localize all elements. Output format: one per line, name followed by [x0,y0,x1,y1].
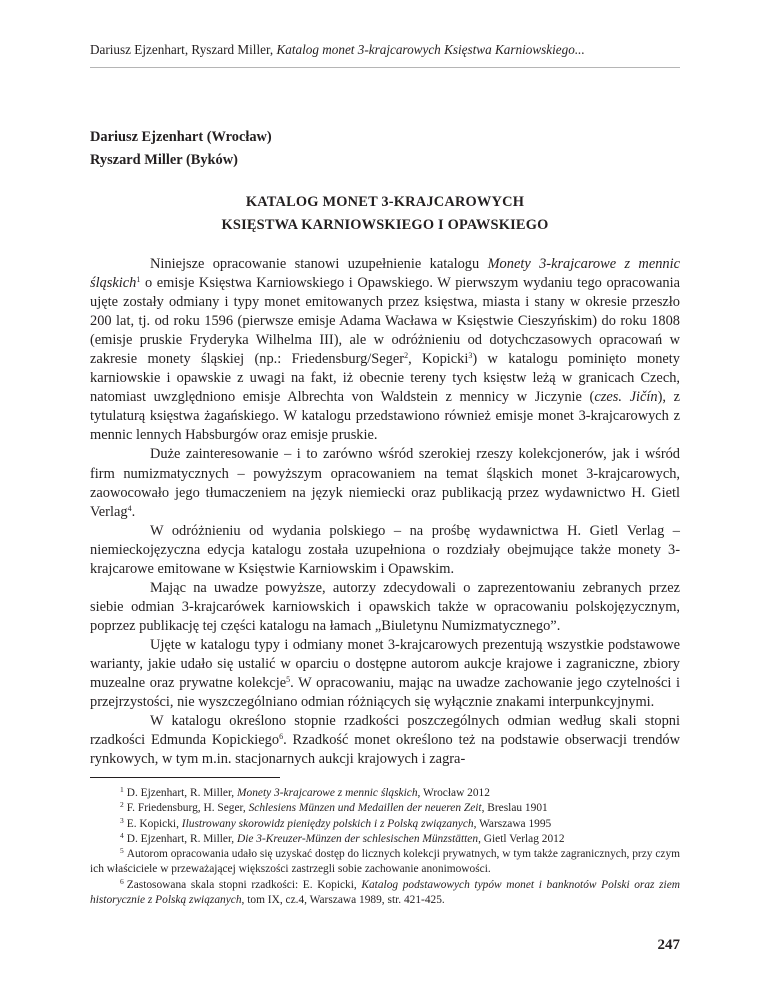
paragraph-4: Mając na uwadze powyższe, autorzy zdecydowali o zaprezentowaniu zebranych przez siebie odmian 3-krajcarówek karniowskich i opawskich także w opracowaniu polskojęzycznym, poprzez publikację tej części katalogu na łamach „Biuletynu Numizmatycznego”. [90,579,680,634]
footnote-ref-1: 1 [136,275,141,285]
running-header-title: Katalog monet 3-krajcarowych Księstwa Karniowskiego... [276,42,585,57]
footnote-ref-6: 6 [279,732,284,742]
footnote-4: $^4$ D. Ejzenhart, R. Miller, Die 3-Kreuzer-Münzen der schlesischen Münzstätten, Gietl Verlag 2012 [120,830,565,845]
footnote-ref-2: 2 [404,351,409,361]
paragraph-6: W katalogu określono stopnie rzadkości poszczególnych odmian według skali stopni rzadkości Edmunda Kopickiego$^6$. Rzadkość monet określono też na podstawie obserwacji trendów rynkowych, w tym m.in. stacjonarnych aukcji krajowych i zagra- [90,713,680,768]
article-body [90,255,680,769]
footnote-6: $^6$ Zastosowana skala stopni rzadkości: E. Kopicki, Katalog podstawowych typów monet i banknotów Polski oraz ziem historycznie z Polską związanych, tom IX, cz.4, Warszawa 1989, str. 421-425. [90,876,680,907]
footnotes [90,786,680,908]
footnote-1: $^1$ D. Ejzenhart, R. Miller, Monety 3-krajcarowe z mennic śląskich, Wrocław 2012 [120,785,490,799]
article-title-line-1: KATALOG MONET 3-KRAJCAROWYCH [245,194,525,210]
running-header [90,42,680,58]
page-number: 247 [657,937,680,953]
running-header-authors: Dariusz Ejzenhart, Ryszard Miller, [90,42,277,57]
paragraph-5: Ujęte w katalogu typy i odmiany monet 3-krajcarowych prezentują wszystkie podstawowe warianty, jakie udało się ustalić w oparciu o dostępne autorom aukcje krajowe i zagraniczne, zbiory muzealne oraz prywatne kolekcje$^5$. W opracowaniu, mając na uwadze zachowanie jego czytelności i przejrzystości, nie wyszczególniano odmian różniących się wyłącznie znakami interpunkcyjnymi. [90,636,680,711]
footnote-separator [90,777,280,778]
paragraph-2: Duże zainteresowanie – i to zarówno wśród szerokiej rzeszy kolekcjonerów, jak i wśród firm numizmatycznych – powyższym opracowaniem na temat śląskich monet 3-krajcarowych, zaowocowało jego tłumaczeniem na język niemiecki oraz publikacją przez wydawnictwo H. Gietl Verlag$^4$. [90,446,680,520]
paragraph-3: W odróżnieniu od wydania polskiego – na prośbę wydawnictwa H. Gietl Verlag – niemieckojęzyczna edycja katalogu została uzupełniona o rozdziały obejmujące także monety 3-krajcarowe emitowane w Księstwie Karniowskim i Opawskim. [90,522,680,577]
paragraph-1: Niniejsze opracowanie stanowi uzupełnienie katalogu Monety 3-krajcarowe z mennic śląskich$^1$ o emisje Księstwa Karniowskiego i Opawskiego. W pierwszym wydaniu tego opracowania ujęte zostały odmiany i typy monet emitowanych przez księstwa, miasta i stany w okresie przeszło 200 lat, tj. od roku 1596 (pierwsze emisje Adama Wacława w Księstwie Cieszyńskim) do roku 1808 (emisje pruskie Fryderyka Wilhelma III), ale w odróżnieniu od dotychczasowych opracowań w zakresie monety śląskiej (np.: Friedensburg/Seger$^2$, Kopicki$^3$) w katalogu pominięto monety karniowskie i opawskie z uwagi na fakt, iż obecnie tereny tych księstw leżą w granicach Czech, natomiast uwzględniono emisje Albrechta von Waldstein z mennicy w Jiczynie (czes. Jičín), z tytulaturą księstwa żagańskiego. W katalogu przedstawiono również emisje monet 3-krajcarowych z mennic lennych Habsburgów oraz emisje pruskie. [90,256,681,444]
footnote-3: $^3$ E. Kopicki, Ilustrowany skorowidz pieniędzy polskich i z Polską związanych, Warszawa 1995 [120,815,552,830]
footnote-ref-3: 3 [468,351,473,361]
footnote-5: $^5$ Autorom opracowania udało się uzyskać dostęp do licznych kolekcji prywatnych, w tym także zagranicznych, przy czym ich właściciele w przeważającej większości zastrzegli sobie zachowanie anonimowości. [90,846,680,876]
author-2: Ryszard Miller (Byków) [90,152,238,168]
article-title-line-2: KSIĘSTWA KARNIOWSKIEGO I OPAWSKIEGO [221,217,549,233]
author-1: Dariusz Ejzenhart (Wrocław) [90,129,272,145]
footnote-ref-4: 4 [127,503,132,513]
footnote-ref-5: 5 [286,675,291,685]
footnote-2: $^2$ F. Friedensburg, H. Seger, Schlesiens Münzen und Medaillen der neueren Zeit, Breslau 1901 [120,800,548,815]
header-rule [90,67,680,68]
